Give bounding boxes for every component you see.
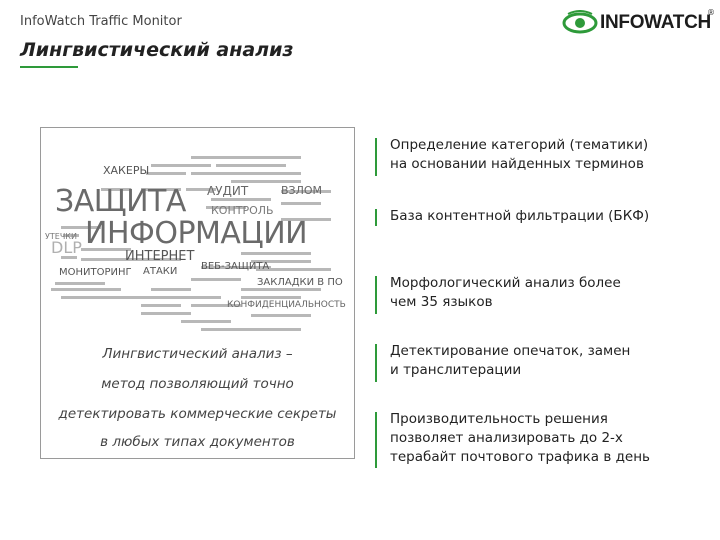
feature-item [375, 410, 705, 470]
feature-accent-bar [375, 138, 377, 176]
feature-line: Детектирование опечаток, замен [390, 343, 631, 359]
infowatch-eye-icon [562, 10, 598, 36]
feature-line: позволяет анализировать до 2-х [390, 430, 623, 446]
registered-mark: ® [707, 8, 715, 17]
feature-line: Определение категорий (тематики) [390, 137, 649, 153]
feature-accent-bar [375, 209, 377, 226]
cloud-word: УТЕЧКИ [45, 232, 77, 241]
title-underline [20, 66, 78, 68]
feature-accent-bar [375, 276, 377, 314]
caption-line: Лингвистический анализ – [102, 346, 293, 362]
cloud-word: ВЕБ-ЗАЩИТА [201, 261, 270, 272]
cloud-word: ЗАЩИТА [55, 184, 186, 219]
cloud-word: ХАКЕРЫ [103, 164, 150, 177]
word-cloud-panel [40, 127, 355, 459]
cloud-word: DLP [51, 238, 82, 257]
cloud-word: ЗАКЛАДКИ В ПО [257, 277, 343, 288]
feature-line: терабайт почтового трафика в день [390, 449, 650, 465]
feature-line: Морфологический анализ более [390, 275, 621, 291]
cloud-word: ИНТЕРНЕТ [125, 249, 195, 264]
cloud-word: ВЗЛОМ [281, 184, 323, 197]
cloud-word: МОНИТОРИНГ [59, 267, 132, 278]
logo-text: INFOWATCH [600, 12, 711, 33]
cloud-word: КОНТРОЛЬ [211, 204, 274, 217]
cloud-word: ИНФОРМАЦИИ [85, 216, 308, 251]
cloud-word: КОНФИДЕНЦИАЛЬНОСТЬ [227, 300, 346, 310]
feature-item [375, 274, 705, 316]
feature-accent-bar [375, 412, 377, 468]
word-cloud [41, 128, 354, 343]
caption-line: детектировать коммерческие секреты [58, 406, 337, 422]
page-title: Лингвистический анализ [20, 39, 294, 61]
feature-line: на основании найденных терминов [390, 156, 644, 172]
feature-item [375, 342, 705, 384]
feature-line: База контентной фильтрации (БКФ) [390, 208, 650, 224]
feature-item [375, 207, 705, 229]
feature-line: и транслитерации [390, 362, 522, 378]
feature-line: чем 35 языков [390, 294, 493, 310]
cloud-word: АУДИТ [207, 184, 249, 198]
caption-line: в любых типах документов [100, 434, 295, 450]
product-name: InfoWatch Traffic Monitor [20, 14, 182, 29]
caption-line: метод позволяющий точно [101, 376, 294, 392]
cloud-word: АТАКИ [143, 266, 178, 277]
feature-accent-bar [375, 344, 377, 382]
feature-item [375, 136, 705, 178]
feature-line: Производительность решения [390, 411, 608, 427]
